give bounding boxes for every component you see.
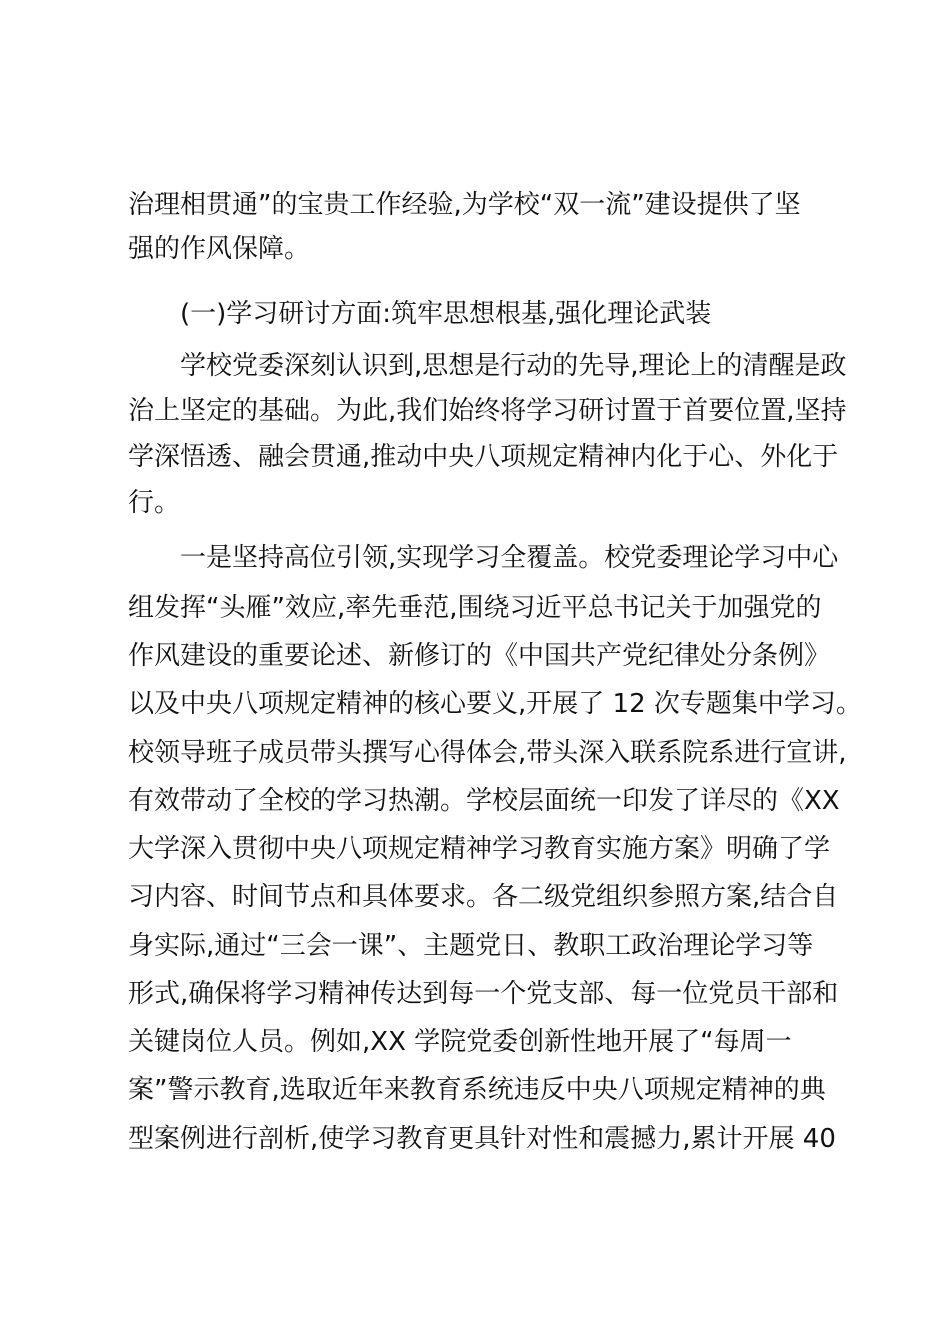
text-line: 大学深入贯彻中央八项规定精神学习教育实施方案》明确了学: [128, 834, 831, 864]
text-line: 学深悟透、融会贯通,推动中央八项规定精神内化于心、外化于: [128, 442, 839, 472]
text-line: 有效带动了全校的学习热潮。学校层面统一印发了详尽的《XX: [128, 786, 840, 816]
text-line: 以及中央八项规定精神的核心要义,开展了 12 次专题集中学习。: [128, 689, 862, 719]
text-line: 学校党委深刻认识到,思想是行动的先导,理论上的清醒是政: [180, 351, 847, 381]
text-line: 关键岗位人员。例如,XX 学院党委创新性地开展了“每周一: [128, 1027, 792, 1057]
section-heading: (一)学习研讨方面:筑牢思想根基,强化理论武装: [180, 299, 712, 329]
text-line: 一是坚持高位引领,实现学习全覆盖。校党委理论学习中心: [180, 543, 839, 573]
text-line: 行。: [128, 488, 181, 518]
text-line: 校领导班子成员带头撰写心得体会,带头深入联系院系进行宣讲,: [128, 738, 847, 768]
text-line: 组发挥“头雁”效应,率先垂范,围绕习近平总书记关于加强党的: [128, 593, 822, 623]
text-line: 案”警示教育,选取近年来教育系统违反中央八项规定精神的典: [128, 1075, 826, 1105]
text-line: 作风建设的重要论述、新修订的《中国共产党纪律处分条例》: [128, 641, 831, 671]
text-line: 习内容、时间节点和具体要求。各二级党组织参照方案,结合自: [128, 882, 839, 912]
text-line: 型案例进行剖析,使学习教育更具针对性和震撼力,累计开展 40: [128, 1124, 836, 1154]
text-line: 身实际,通过“三会一课”、主题党日、教职工政治理论学习等: [128, 931, 814, 961]
text-line: 治理相贯通”的宝贵工作经验,为学校“双一流”建设提供了坚: [128, 190, 801, 220]
text-line: 强的作风保障。: [128, 234, 311, 264]
text-line: 治上坚定的基础。为此,我们始终将学习研讨置于首要位置,坚持: [128, 396, 847, 426]
text-line: 形式,确保将学习精神传达到每一个党支部、每一位党员干部和: [128, 979, 839, 1009]
